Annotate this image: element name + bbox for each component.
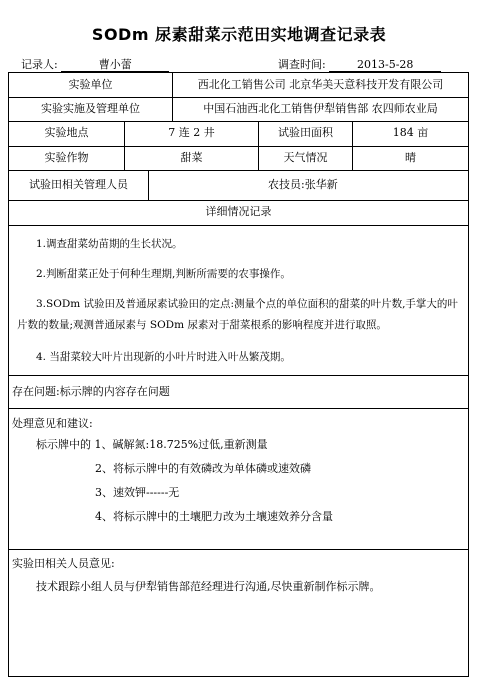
unit-label: 实验单位 [68, 78, 113, 91]
row-divider [9, 549, 468, 550]
detail-item: 2.判断甜菜正处于何种生理期,判断所需要的农事操作。 [36, 268, 291, 280]
date-field [278, 56, 441, 72]
row-divider [9, 170, 468, 171]
row-divider [9, 200, 468, 201]
date-value: 2013-5-28 [329, 59, 441, 72]
details-header: 详细情况记录 [205, 205, 272, 218]
detail-item: 4. 当甜菜较大叶片出现新的小叶片时进入叶丛繁茂期。 [36, 351, 291, 363]
mgmt-label: 实验实施及管理单位 [41, 102, 140, 115]
recorder-field [21, 56, 169, 72]
date-label: 调查时间: [278, 58, 326, 71]
unit-value: 西北化工销售公司 北京华美天意科技开发有限公司 [197, 78, 444, 91]
staff-label: 试验田相关管理人员 [29, 178, 128, 191]
handling-line: 2、将标示牌中的有效磷改为单体磷或速效磷 [95, 462, 311, 475]
site-value: 7 连 2 井 [168, 126, 215, 139]
row-divider [9, 121, 468, 122]
crop-label: 实验作物 [44, 151, 89, 164]
detail-item: 3.SODm 试验田及普通尿素试验田的定点:测量个点的单位面积的甜菜的叶片数,手掌大的叶片数的数量;观测普通尿素与 SODm 尿素对于甜菜根系的影响程度并进行取照。 [17, 298, 458, 331]
tech-value: 农技员:张华新 [268, 178, 338, 191]
row-divider [9, 225, 468, 226]
mgmt-value: 中国石油西北化工销售伊犁销售部 农四师农业局 [203, 102, 438, 115]
area-label: 试验田面积 [278, 126, 333, 139]
handling-label: 处理意见和建议: [12, 417, 93, 430]
page-title: SODm 尿素甜菜示范田实地调查记录表 [91, 25, 387, 44]
row-divider [9, 375, 468, 376]
area-value: 184 亩 [392, 126, 429, 139]
handling-line: 4、将标示牌中的土壤肥力改为土壤速效养分含量 [95, 510, 333, 523]
handling-line: 3、速效钾------无 [95, 486, 180, 499]
weather-label: 天气情况 [283, 151, 328, 164]
row-divider [9, 97, 468, 98]
weather-value: 晴 [405, 151, 416, 164]
opinion-label: 实验田相关人员意见: [12, 557, 115, 570]
row-divider [9, 146, 468, 147]
recorder-label: 记录人: [21, 58, 58, 71]
handling-line: 标示牌中的 1、碱解氮:18.725%过低,重新测量 [36, 438, 268, 451]
site-label: 实验地点 [44, 126, 89, 139]
record-table [8, 72, 469, 677]
problem-text: 存在问题:标示牌的内容存在问题 [12, 385, 170, 398]
crop-value: 甜菜 [180, 151, 203, 164]
detail-item: 1.调查甜菜幼苗期的生长状况。 [36, 238, 183, 250]
opinion-text: 技术跟踪小组人员与伊犁销售部范经理进行沟通,尽快重新制作标示牌。 [36, 580, 381, 593]
row-divider [9, 408, 468, 409]
recorder-value: 曹小蕾 [61, 59, 169, 72]
col-divider [148, 170, 149, 200]
